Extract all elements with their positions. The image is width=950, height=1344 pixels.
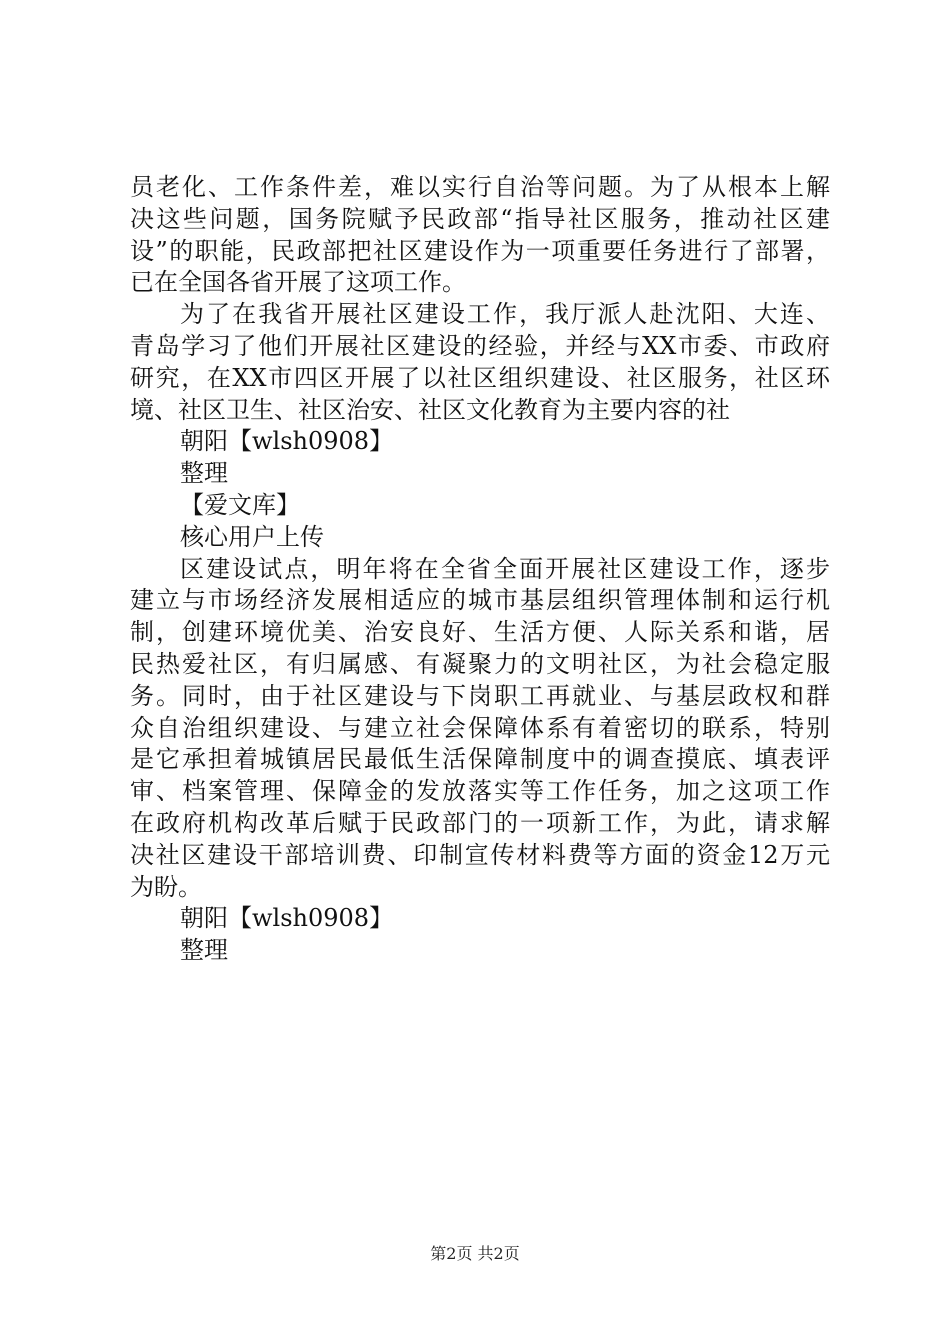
watermark-note: 【爱文库】 — [180, 490, 300, 519]
text-line: 是它承担着城镇居民最低生活保障制度中的调查摸底、填表评 — [130, 745, 830, 774]
text-line: 决这些问题，国务院赋予民政部“指导社区服务，推动社区建 — [130, 204, 830, 233]
text-line: 青岛学习了他们开展社区建设的经验，并经与XX市委、市政府 — [130, 331, 830, 360]
text-line: 决社区建设干部培训费、印制宣传材料费等方面的资金12万元 — [130, 840, 830, 869]
text-line: 设”的职能，民政部把社区建设作为一项重要任务进行了部署， — [130, 236, 830, 265]
watermark-note: 朝阳【wlsh0908】 — [180, 904, 394, 933]
text-line: 境、社区卫生、社区治安、社区文化教育为主要内容的社 — [130, 395, 730, 424]
watermark-note: 朝阳【wlsh0908】 — [180, 427, 394, 456]
text-line: 区建设试点，明年将在全省全面开展社区建设工作，逐步 — [180, 554, 830, 583]
text-line: 研究，在XX市四区开展了以社区组织建设、社区服务，社区环 — [130, 363, 830, 392]
text-line: 为了在我省开展社区建设工作，我厅派人赴沈阳、大连、 — [180, 300, 830, 329]
text-line: 制，创建环境优美、治安良好、生活方便、人际关系和谐，居 — [130, 618, 830, 647]
text-line: 建立与市场经济发展相适应的城市基层组织管理体制和运行机 — [130, 586, 830, 615]
document-body — [130, 172, 830, 967]
page-number-footer: 第2页 共2页 — [430, 1244, 520, 1263]
watermark-note: 核心用户上传 — [180, 522, 324, 551]
text-line: 众自治组织建设、与建立社会保障体系有着密切的联系，特别 — [130, 713, 830, 742]
watermark-note: 整理 — [180, 459, 228, 488]
text-line: 民热爱社区，有归属感、有凝聚力的文明社区，为社会稳定服 — [130, 649, 830, 678]
watermark-note: 整理 — [180, 936, 228, 965]
text-line: 在政府机构改革后赋于民政部门的一项新工作，为此，请求解 — [130, 808, 830, 837]
text-line: 已在全国各省开展了这项工作。 — [130, 268, 466, 297]
text-line: 员老化、工作条件差，难以实行自治等问题。为了从根本上解 — [130, 173, 830, 201]
text-line: 为盼。 — [130, 872, 202, 901]
text-line: 务。同时，由于社区建设与下岗职工再就业、与基层政权和群 — [130, 681, 830, 710]
text-line: 审、档案管理、保障金的发放落实等工作任务，加之这项工作 — [130, 777, 830, 806]
